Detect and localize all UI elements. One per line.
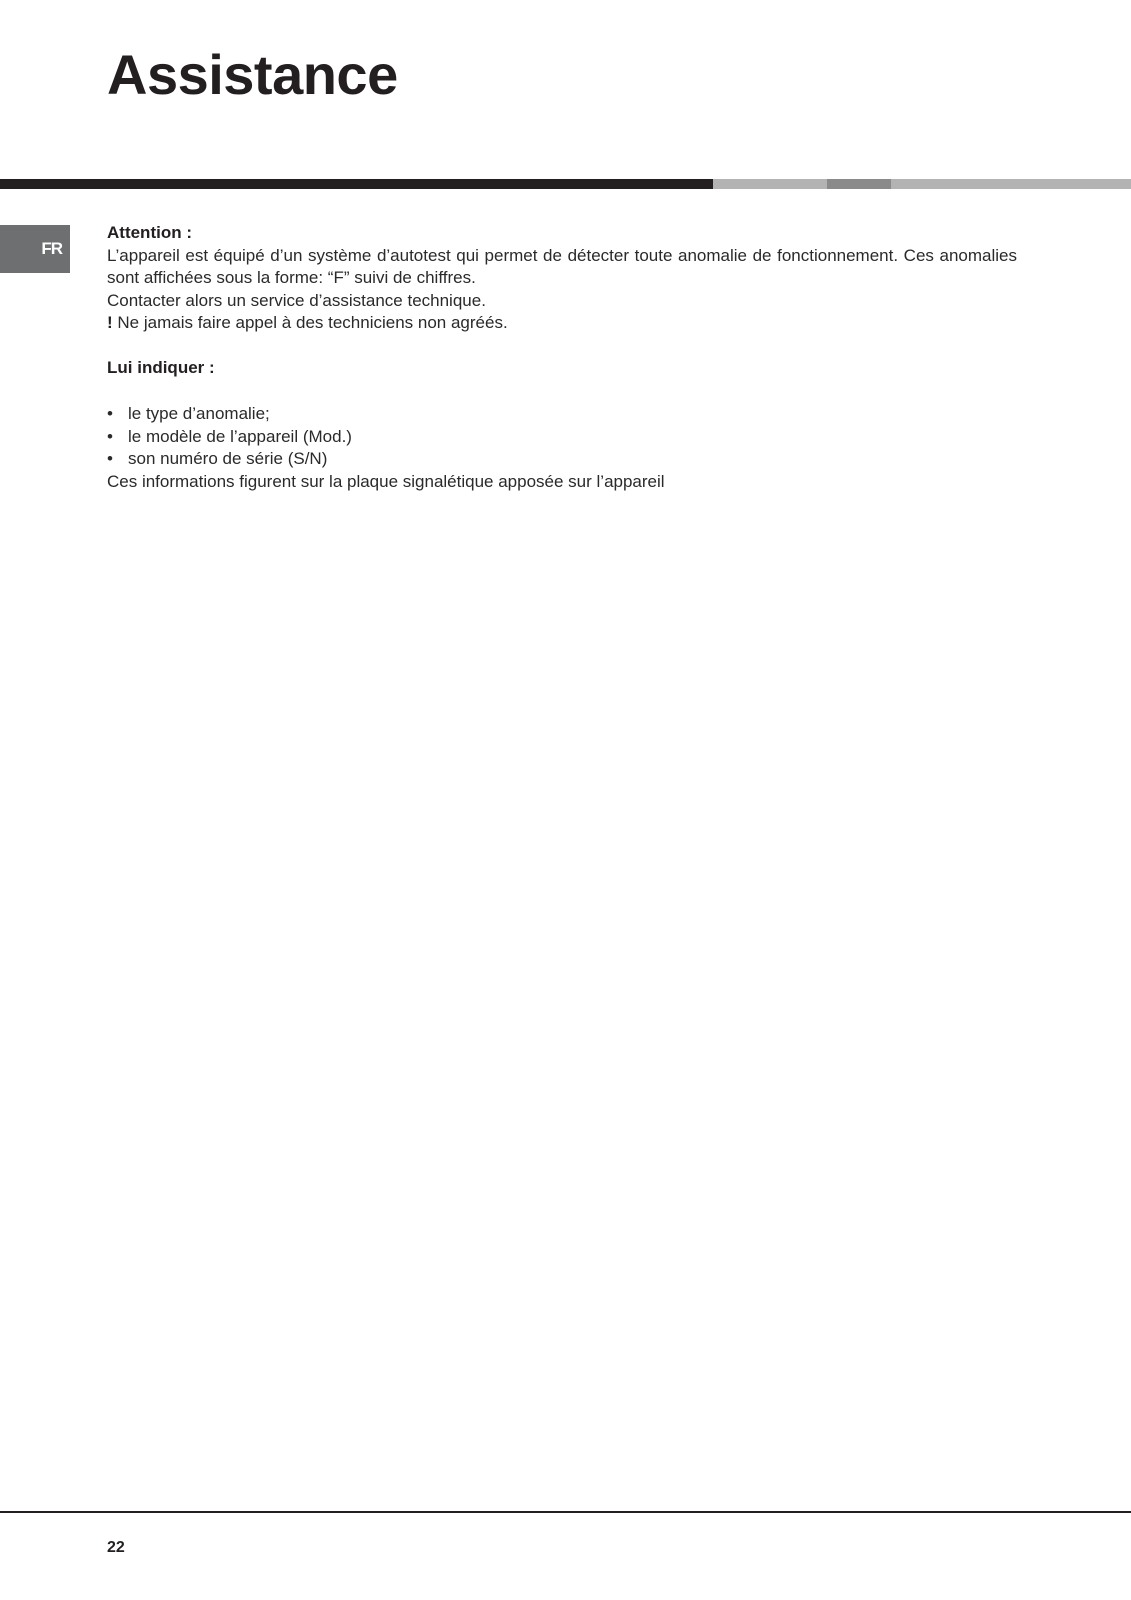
list-item-text: son numéro de série (S/N) xyxy=(128,449,328,468)
header-rule-light-segment xyxy=(713,179,827,189)
page-title: Assistance xyxy=(107,43,398,106)
warning-line xyxy=(107,312,1017,335)
indicate-heading: Lui indiquer : xyxy=(107,357,215,377)
bullet-icon: • xyxy=(107,404,113,423)
contact-line: Contacter alors un service d’assistance technique. xyxy=(107,290,486,310)
list-item xyxy=(107,448,1017,471)
header-rule-dark xyxy=(0,179,713,189)
assistance-content xyxy=(107,222,1017,493)
language-tab: FR xyxy=(0,225,70,273)
attention-paragraph: L’appareil est équipé d’un système d’autotest qui permet de détecter toute anomalie de fonctionnement. Ces anomalies sont affichées sous la forme: “F” suivi de chiffres. xyxy=(107,245,1017,287)
list-item xyxy=(107,426,1017,449)
warning-text: Ne jamais faire appel à des techniciens non agréés. xyxy=(112,313,508,332)
info-list xyxy=(107,403,1017,471)
bullet-icon: • xyxy=(107,449,113,468)
header-rule-mid-segment xyxy=(827,179,891,189)
list-item-text: le modèle de l’appareil (Mod.) xyxy=(128,426,352,446)
list-item-text: le type d’anomalie; xyxy=(128,404,270,423)
rating-plate-note: Ces informations figurent sur la plaque signalétique apposée sur l’appareil xyxy=(107,471,665,491)
header-rule-light-segment-end xyxy=(891,179,1131,189)
attention-heading: Attention : xyxy=(107,223,192,242)
footer-rule xyxy=(0,1511,1131,1513)
warning-icon: ! xyxy=(107,313,113,332)
page-number: 22 xyxy=(107,1539,125,1556)
list-item xyxy=(107,403,1017,426)
bullet-icon: • xyxy=(107,426,113,446)
